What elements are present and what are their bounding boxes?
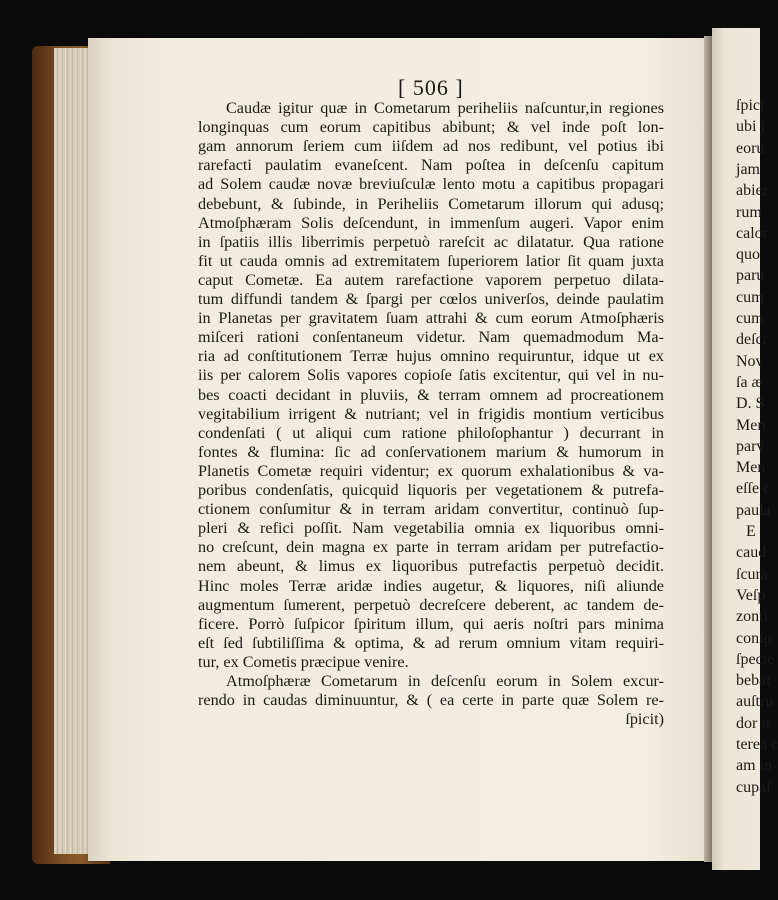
page-number: [ 506 ] (398, 75, 464, 100)
next-page-fragment: parv (736, 437, 765, 455)
text-line: ſpicit) (625, 710, 664, 729)
next-page-fragment: bebat (736, 672, 771, 690)
text-line: Caudæ igitur quæ in Cometarum periheliis naſcuntur,in regiones (226, 99, 664, 117)
next-page-fragment: ſcura (736, 565, 768, 583)
text-line: gam annorum ſeriem cum iiſdem ad nos redibunt, vel potius ibi (198, 137, 664, 156)
next-page-fragment: zonti (736, 608, 768, 626)
text-line: iis per calorem Solis vapores copioſe ſatis excitentur, qui vel in nu- (198, 366, 664, 385)
text-line: debebunt, & ſubinde, in Periheliis Cometarum illorum qui adusq; (198, 194, 664, 213)
next-page-fragment: Nov (736, 352, 764, 370)
next-page-fragment: ſa æ (736, 373, 763, 391)
text-line: augmentum ſumerent, perpetuò decreſcere deberent, ac tandem de- (198, 595, 664, 614)
next-page-fragment: dor tr (736, 714, 772, 732)
text-line: nem abeunt, & limus ex liquoribus putrefactis perpetuò decidit. (198, 557, 664, 576)
next-page-fragment: jam (736, 160, 760, 178)
text-line: bes coacti decidant in pluviis, & terram omnem ad procreationem (198, 385, 664, 404)
right-page (712, 28, 778, 870)
next-page-fragment: ſpici (736, 97, 765, 114)
text-line: rarefacti paulatim evaneſcent. Nam poſtea in deſcenſu capitum (198, 156, 664, 175)
next-page-fragment: eſſe c (736, 480, 771, 498)
text-line: no creſcunt, dein magna ex parte in terram aridam per putrefactio- (198, 538, 664, 557)
text-line: eſt ſed ſubtiliſſima & optima, & ad rerum omnium vitam requiri- (198, 633, 664, 652)
next-page-fragment: E (746, 523, 756, 540)
text-line: fit ut cauda omnis ad extremitatem ſuperiorem latior ſit quam juxta (198, 251, 664, 270)
text-line: Atmoſphæram Solis deſcendunt, in immenſum augeri. Vapor enim (198, 213, 664, 232)
next-page-fragment: am in (736, 757, 772, 775)
text-line: vegitabilium irrigent & nutriant; vel in frigidis montium verticibus (198, 404, 664, 423)
text-line: pleri & refici poſſit. Nam vegetabilia omnia ex liquoribus omni- (198, 519, 664, 538)
next-page-fragment: paru (736, 267, 765, 285)
text-line: Atmoſphæræ Cometarum in deſcenſu eorum in Solem excur- (226, 672, 664, 690)
text-line: tur, ex Cometis præcipue venire. (198, 652, 409, 671)
text-line: longinquas cum eorum capitibus abibunt; & vel inde poſt lon- (198, 118, 664, 137)
next-page-fragment: eoru (736, 139, 765, 157)
text-line: ad Solem caudæ novæ breviuſculæ lento motu a capitibus propagari (198, 175, 664, 194)
text-line: Hinc moles Terræ aridæ indies augetur, & liquores, niſi aliunde (198, 576, 664, 595)
next-page-fragment: paula (736, 501, 771, 519)
next-page-fragment: cum (736, 288, 764, 306)
text-line: caput Cometæ. Ea autem rarefactione vaporem perpetuo dilata- (198, 270, 664, 289)
next-page-fragment: quo (736, 246, 760, 264)
text-line: Planetis Cometæ requiri videntur; ex quorum exhalationibus & va- (198, 461, 664, 480)
text-line: in ſpatiis illis liberrimis perpetuò rareſcit ac dilatatur. Qua ratione (198, 232, 664, 251)
next-page-fragment: Veſp (736, 586, 766, 604)
next-page-fragment: rum (736, 203, 762, 221)
next-page-fragment: cum (736, 310, 764, 327)
text-line: rendo in caudas diminuuntur, & ( ea certe in parte quæ Solem re- (198, 691, 664, 710)
next-page-fragment: Men (736, 416, 766, 434)
next-page-fragment: D. S (736, 395, 765, 413)
text-line: condenſati ( ut aliqui cum ratione philoſophantur ) decurrant in (198, 423, 664, 442)
next-page-fragment: caud (736, 544, 767, 562)
text-line: ria ad conſtitutionem Terræ hujus omnino requiruntur, idque ut ex (198, 347, 664, 366)
next-page-fragment: Men (736, 459, 766, 477)
text-line: in Planetas per gravitatem ſuam attrahi & cum eorum Atmoſphæris (198, 309, 664, 328)
next-page-fragment: conſp (736, 629, 772, 647)
next-page-fragment: deſcr (736, 331, 768, 349)
text-line: fontes & flumina: ſic ad conſervationem marium & humorum in (198, 442, 664, 461)
text-line: ficere. Porrò ſuſpicor ſpiritum illum, qui aeris noſtri pars minima (198, 614, 664, 633)
text-line: tum diffundi tandem & ſpargi per cœlos univerſos, deinde paulatim (198, 290, 664, 308)
next-page-fragment: ſpecie (736, 650, 775, 668)
text-line: miſceri rationi conſentaneum videtur. Nam quemadmodum Ma- (198, 328, 664, 347)
text-line: poribus condenſatis, quicquid liquoris per vegetationem & putrefa- (198, 481, 664, 499)
next-page-fragment: calor (736, 224, 768, 242)
next-page-fragment: abier (736, 182, 768, 200)
next-page-fragment: ubi j (736, 118, 765, 136)
next-page-fragment: cupaſ (736, 778, 771, 796)
next-page-fragment: terea c (736, 736, 778, 753)
text-line: ctionem conſumitur & in terram aridam convertitur, continuò ſup- (198, 500, 664, 519)
next-page-fragment: auſtru (736, 693, 774, 711)
